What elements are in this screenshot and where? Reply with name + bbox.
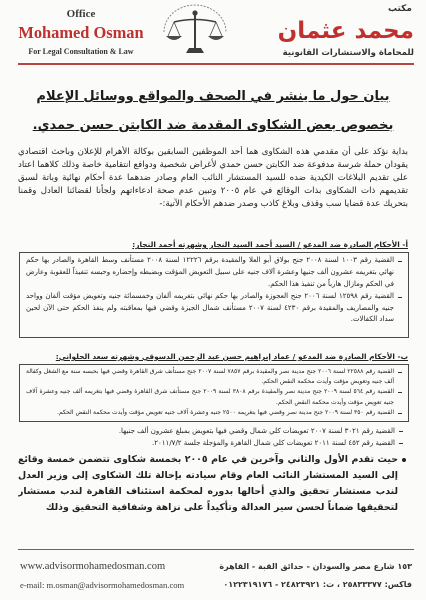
section-b-heading: ب- الأحكام الصادرة ضد المدعو / عماد إبراهيم حسن عبد الرحمن الدسوقي وشهرته سعد الحلواني: bbox=[55, 352, 408, 361]
case-item: القضية رقم ١٢٥٩٨ لسنة ٢٠٠٦ جنح العجوزة والصادر بها حكم نهائي بتغريمه ألفان وخمسمائة جنيه وتعويض مؤقت ألفان وواحد جنيه والمصاريف والمقيدة برقم ٤٢٣٠ لسنة ٢٠٠٧ مستأنف شمال الجيزة وقضي فيها بمعاقبته ولم ينفذ الحكم حتى الآن لحين سداد الكفالات. bbox=[26, 291, 402, 327]
header-divider bbox=[18, 63, 414, 65]
document-title-line-2: بخصوص بعض الشكاوى المقدمة ضد الكابتن حسن حمدي. bbox=[32, 118, 394, 133]
firm-name-en: Mohamed Osman bbox=[18, 23, 144, 42]
case-item: القضية رقم ٣٥٠ لسنة ٢٠٠٩ جنح مدينة نصر وقضي فيها بتغريمه ٢٥٠٠ جنيه وعشرة آلاف جنيه تعويض مؤقت وأيدت محكمة النقض الحكم. bbox=[26, 408, 402, 418]
scales-of-justice-icon bbox=[152, 0, 238, 62]
section-b-extra-cases bbox=[19, 425, 409, 451]
office-label-ar: مكتب bbox=[387, 4, 412, 14]
bullet-icon bbox=[402, 458, 406, 462]
intro-paragraph: بداية نؤكد على أن مقدمي هذه الشكاوى هما أحد الموظفين السابقين بوكالة الأهرام للإعلان وباحث اقتصادي يقودان حملة شرسة مدفوعة ضد الكابتن حسن حمدي لأغراض شخصية ودوافع انتقامية خاصة وذلك كلاهما اعتاد على تقديم البلاغات الكيدية ضده للسيد المستشار النائب العام وصادر ضدهما عدة أحكام نهائية وباتة لسبق تقديمهم ذات الشكاوى بذات الوقائع في عام ٢٠٠٥ وتبين عدم صحة ادعاءاتهم ولجأنا لقضائنا العادل وقمنا بتحريك عدة قضايا سب وقذف وبلاغ كاذب وصدر ضدهم الأحكام الآتية:- bbox=[18, 147, 408, 209]
footer-address: ١٥٣ شارع مصر والسودان - حدائق القبة - القاهرة bbox=[219, 562, 412, 571]
case-item: القضية رقم ٣٠٢١ لسنة ٢٠٠٧ تعويضات كلي شمال وقضي فيها بتعويض بمبلغ عشرون ألف جنيها. bbox=[25, 425, 403, 437]
document-title-line-1: بيان حول ما ينشر في الصحف والمواقع ووسائل الإعلام bbox=[36, 89, 390, 104]
section-a-cases-box bbox=[19, 252, 409, 338]
firm-tagline-ar: للمحاماة والاستشارات القانونية bbox=[282, 48, 414, 58]
office-label-en: Office bbox=[66, 8, 96, 20]
firm-tagline-en: For Legal Consultation & Law bbox=[28, 47, 134, 56]
footer-email: e-mail: m.osman@advisormohamedosman.com bbox=[20, 580, 185, 590]
section-a-heading: أ- الأحكام الصادرة ضد المدعو / السيد أحمد السيد النجار وشهرته أحمد النجار: bbox=[132, 240, 408, 249]
case-item: القضية رقم ٢٢٥٨٨ لسنة ٢٠٠٦ جنح مدينة نصر والمقيدة برقم ٧٨٥٧ لسنة ٢٠٠٧ جنح مستأنف شرق القاهرة وقضي فيها بحبسه سنة مع الشغل وكفالة ألف جنيه وتعويض مؤقت وأيدت محكمة النقض الحكم. bbox=[26, 367, 402, 387]
case-item: القضية رقم ٤٥٢ لسنة ٢٠١١ تعويضات كلي شمال القاهرة والمؤجلة جلسة ٢٠١١/٧/٢. bbox=[25, 437, 403, 449]
firm-name-ar: محمد عثمان bbox=[278, 18, 414, 44]
footer-phones: فاكس: ٢٥٨٣٣٣٧٧ ، ت: ٢٤٨٢٣٩٢١ - ٠١٢٢٣١٩١٧٦ bbox=[223, 580, 412, 589]
section-b-cases-box bbox=[19, 364, 409, 422]
footer-divider bbox=[18, 549, 414, 550]
case-item: القضية رقم ١٠٠٣ لسنة ٢٠٠٨ جنح بولاق أبو العلا والمقيدة برقم ١٢٢٢٦ لسنة ٢٠٠٨ مستأنف وسط القاهرة والصادر بها حكم نهائي بتغريمه عشرون ألف جنيها وعشرة آلاف جنيه على سبيل التعويض المؤقت وبضبطه وإحضاره وحبسه تنفيذاً للعقوبة وعارض في الحكم ومازال هارباً من تنفيذ هذا الحكم. bbox=[26, 255, 402, 291]
footer-website: www.advisormohamedosman.com bbox=[20, 561, 166, 572]
conclusion-paragraph: حيث تقدم الأول والثاني وآخرين في عام ٢٠٠٥ بخمسة شكاوى تتضمن خمسة وقائع إلى السيد المستشار النائب العام وقام سيادته بإحالة تلك الشكاوى إلى وزير العدل لندب مستشار تحقيق والذي أحالها بدوره لمحكمة استئناف القاهرة لندب مستشار لتحقيقها ضماناً لحسن سير العدالة وتأكيداً على نزاهة وشفافية التحقيق وذلك bbox=[18, 454, 398, 513]
case-item: القضية رقم ٥٦٤ لسنة ٢٠٠٩ جنح مدينة نصر والمقيدة برقم ٣٨٠٨ لسنة ٢٠٠٩ جنح مستأنف شرق القاهرة وقضي فيها بتغريمه ألف جنيه وعشرة آلاف جنيه تعويض مؤقت وأيدت محكمة النقض الحكم. bbox=[26, 387, 402, 407]
